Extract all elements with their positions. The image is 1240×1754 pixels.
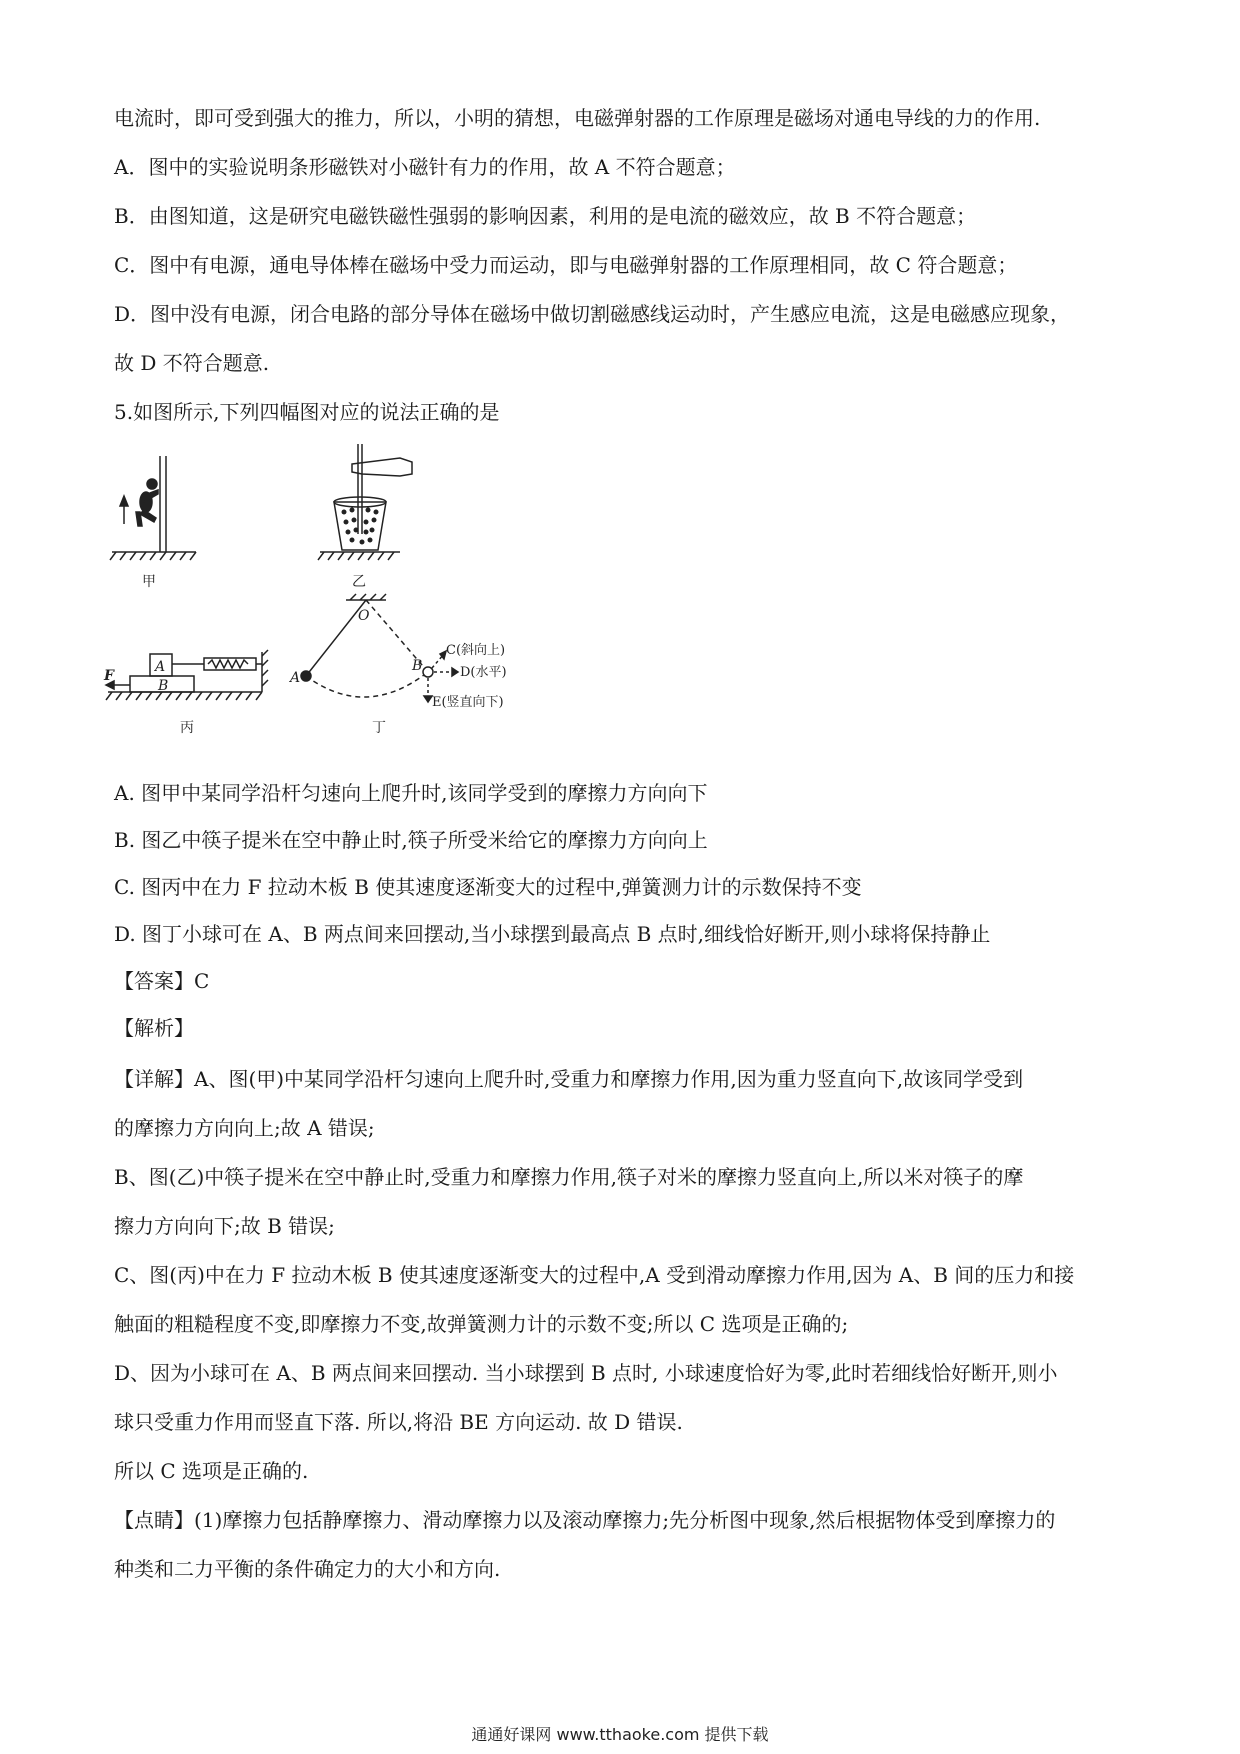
fig-label-e: E(竖直向下) bbox=[432, 695, 504, 710]
analysis-head: 【解析】 bbox=[114, 1016, 194, 1040]
text-line-3: B．由图知道，这是研究电磁铁磁性强弱的影响因素，利用的是电流的磁效应，故 B 不符合题意； bbox=[114, 204, 977, 228]
fig-label-o: O bbox=[358, 608, 370, 624]
option-c: C. 图丙中在力 F 拉动木板 B 使其速度逐渐变大的过程中,弹簧测力计的示数保持不变 bbox=[114, 875, 862, 899]
option-d: D. 图丁小球可在 A、B 两点间来回摆动,当小球摆到最高点 B 点时,细线恰好断开,则小球将保持静止 bbox=[114, 922, 991, 946]
fig-label-block-a: A bbox=[155, 659, 166, 675]
fig-label-ding: 丁 bbox=[372, 720, 386, 736]
fig-label-point-a: A bbox=[290, 670, 301, 686]
detail-line-2: 的摩擦力方向向上;故 A 错误; bbox=[114, 1116, 375, 1140]
fig-label-point-b: B bbox=[412, 658, 423, 674]
tip-line-2: 种类和二力平衡的条件确定力的大小和方向. bbox=[114, 1557, 501, 1581]
answer-line: 【答案】C bbox=[114, 969, 210, 993]
detail-line-7: D、因为小球可在 A、B 两点间来回摆动. 当小球摆到 B 点时, 小球速度恰好为零,此时若细线恰好断开,则小 bbox=[114, 1361, 1058, 1385]
detail-line-1: 【详解】A、图(甲)中某同学沿杆匀速向上爬升时,受重力和摩擦力作用,因为重力竖直向下,故该同学受到 bbox=[114, 1067, 1024, 1091]
fig-label-c: C(斜向上) bbox=[446, 643, 506, 658]
option-a: A. 图甲中某同学沿杆匀速向上爬升时,该同学受到的摩擦力方向向下 bbox=[114, 781, 708, 805]
text-line-5: D．图中没有电源，闭合电路的部分导体在磁场中做切割磁感线运动时，产生感应电流，这是电磁感应现象， bbox=[114, 302, 1071, 326]
question-title: 5.如图所示,下列四幅图对应的说法正确的是 bbox=[114, 400, 500, 424]
option-b: B. 图乙中筷子提米在空中静止时,筷子所受米给它的摩擦力方向向上 bbox=[114, 828, 708, 852]
text-line-4: C．图中有电源，通电导体棒在磁场中受力而运动，即与电磁弹射器的工作原理相同，故 C 符合题意； bbox=[114, 253, 1018, 277]
detail-line-8: 球只受重力作用而竖直下落. 所以,将沿 BE 方向运动. 故 D 错误. bbox=[114, 1410, 683, 1434]
detail-line-9: 所以 C 选项是正确的. bbox=[114, 1459, 309, 1483]
fig-label-force-f: F bbox=[104, 668, 114, 684]
detail-line-6: 触面的粗糙程度不变,即摩擦力不变,故弹簧测力计的示数不变;所以 C 选项是正确的; bbox=[114, 1312, 849, 1336]
fig-label-jia: 甲 bbox=[142, 574, 156, 590]
fig-label-d: D(水平) bbox=[460, 665, 507, 680]
text-line-6: 故 D 不符合题意. bbox=[114, 351, 270, 375]
text-line-1: 电流时，即可受到强大的推力，所以，小明的猜想，电磁弹射器的工作原理是磁场对通电导线的力的作用. bbox=[114, 106, 1041, 130]
tip-line-1: 【点睛】(1)摩擦力包括静摩擦力、滑动摩擦力以及滚动摩擦力;先分析图中现象,然后根据物体受到摩擦力的 bbox=[114, 1508, 1056, 1532]
page-footer: 通通好课网 www.tthaoke.com 提供下载 bbox=[471, 1725, 769, 1744]
fig-label-yi: 乙 bbox=[352, 574, 366, 590]
fig-label-block-b: B bbox=[158, 678, 169, 694]
text-line-2: A．图中的实验说明条形磁铁对小磁针有力的作用，故 A 不符合题意； bbox=[114, 155, 736, 179]
fig-label-bing: 丙 bbox=[180, 720, 194, 736]
detail-line-5: C、图(丙)中在力 F 拉动木板 B 使其速度逐渐变大的过程中,A 受到滑动摩擦力作用,因为 A、B 间的压力和接 bbox=[114, 1263, 1075, 1287]
detail-line-4: 擦力方向向下;故 B 错误; bbox=[114, 1214, 335, 1238]
detail-line-3: B、图(乙)中筷子提米在空中静止时,受重力和摩擦力作用,筷子对米的摩擦力竖直向上,所以米对筷子的摩 bbox=[114, 1165, 1024, 1189]
question-figure bbox=[100, 440, 620, 760]
